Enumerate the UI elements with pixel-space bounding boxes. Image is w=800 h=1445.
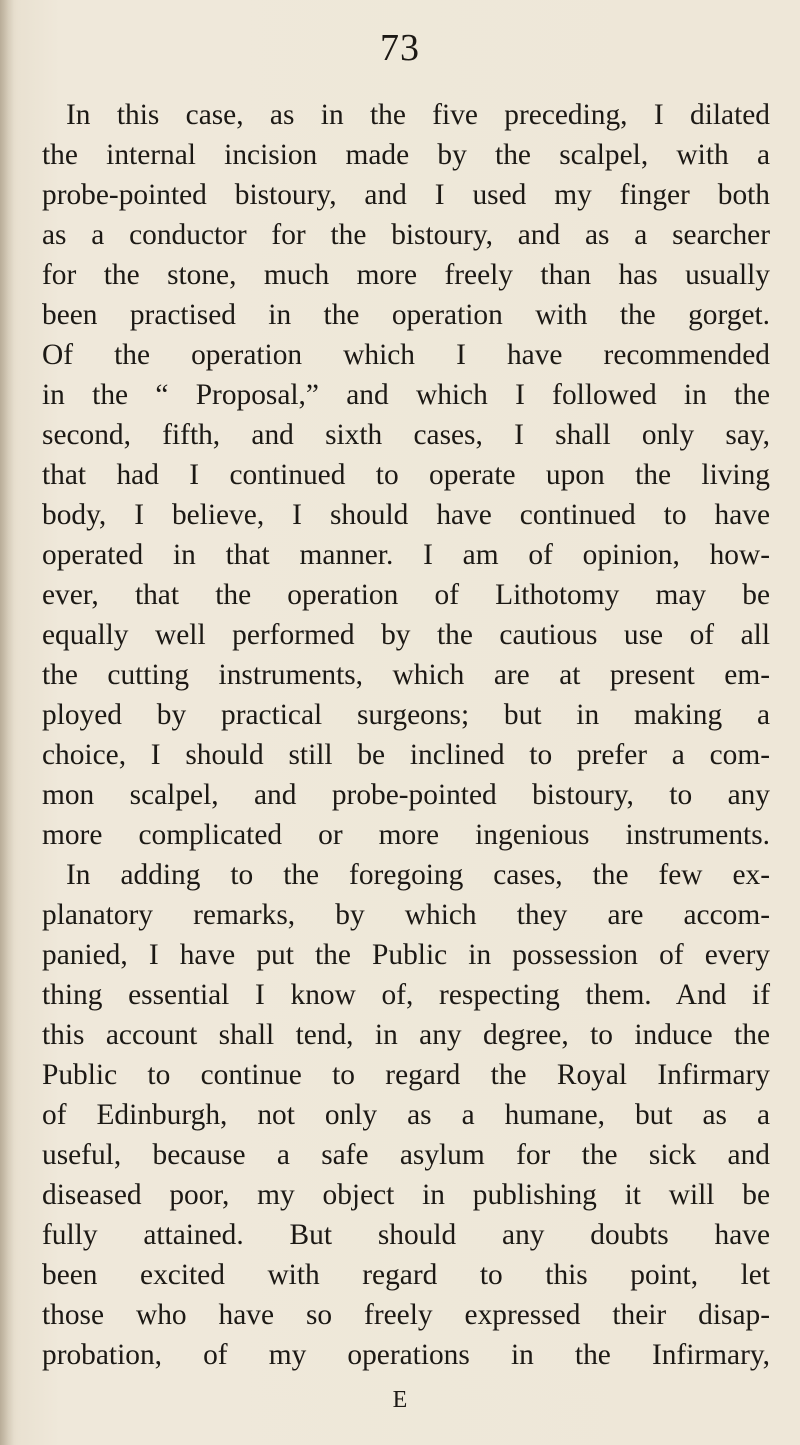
text-line: more complicated or more ingenious instruments.: [42, 819, 770, 851]
text-line: body, I believe, I should have continued to have: [42, 499, 770, 531]
text-line: equally well performed by the cautious use of all: [42, 619, 770, 651]
text-line: fully attained. But should any doubts have: [42, 1219, 770, 1251]
text-line: probation, of my operations in the Infirmary,: [42, 1339, 770, 1371]
text-line: the internal incision made by the scalpel, with a: [42, 139, 770, 171]
text-line: been excited with regard to this point, let: [42, 1259, 770, 1291]
body-text: [42, 95, 770, 1375]
text-line: In adding to the foregoing cases, the few ex-: [66, 859, 770, 891]
text-line: diseased poor, my object in publishing it will be: [42, 1179, 770, 1211]
text-line: probe-pointed bistoury, and I used my finger both: [42, 179, 770, 211]
text-line: useful, because a safe asylum for the sick and: [42, 1139, 770, 1171]
text-line: mon scalpel, and probe-pointed bistoury, to any: [42, 779, 770, 811]
text-line: second, fifth, and sixth cases, I shall only say,: [42, 419, 770, 451]
text-line: that had I continued to operate upon the living: [42, 459, 770, 491]
signature-mark: E: [392, 1387, 408, 1413]
text-line: of Edinburgh, not only as a humane, but as a: [42, 1099, 770, 1131]
text-line: planatory remarks, by which they are accom-: [42, 899, 770, 931]
text-line: the cutting instruments, which are at present em-: [42, 659, 770, 691]
page-number: 73: [380, 27, 420, 69]
text-line: for the stone, much more freely than has usually: [42, 259, 770, 291]
text-line: this account shall tend, in any degree, to induce the: [42, 1019, 770, 1051]
text-line: in the “ Proposal,” and which I followed in the: [42, 379, 770, 411]
text-line: Public to continue to regard the Royal Infirmary: [42, 1059, 770, 1091]
text-line: thing essential I know of, respecting them. And if: [42, 979, 770, 1011]
text-line: those who have so freely expressed their disap-: [42, 1299, 770, 1331]
text-line: as a conductor for the bistoury, and as a searcher: [42, 219, 770, 251]
text-line: panied, I have put the Public in possession of every: [42, 939, 770, 971]
text-line: been practised in the operation with the gorget.: [42, 299, 770, 331]
text-line: operated in that manner. I am of opinion, how-: [42, 539, 770, 571]
text-line: ever, that the operation of Lithotomy may be: [42, 579, 770, 611]
text-line: choice, I should still be inclined to prefer a com-: [42, 739, 770, 771]
text-line: ployed by practical surgeons; but in making a: [42, 699, 770, 731]
text-line: Of the operation which I have recommended: [42, 339, 770, 371]
text-line: In this case, as in the five preceding, I dilated: [66, 99, 770, 131]
binding-gutter-shadow: [0, 0, 14, 1445]
